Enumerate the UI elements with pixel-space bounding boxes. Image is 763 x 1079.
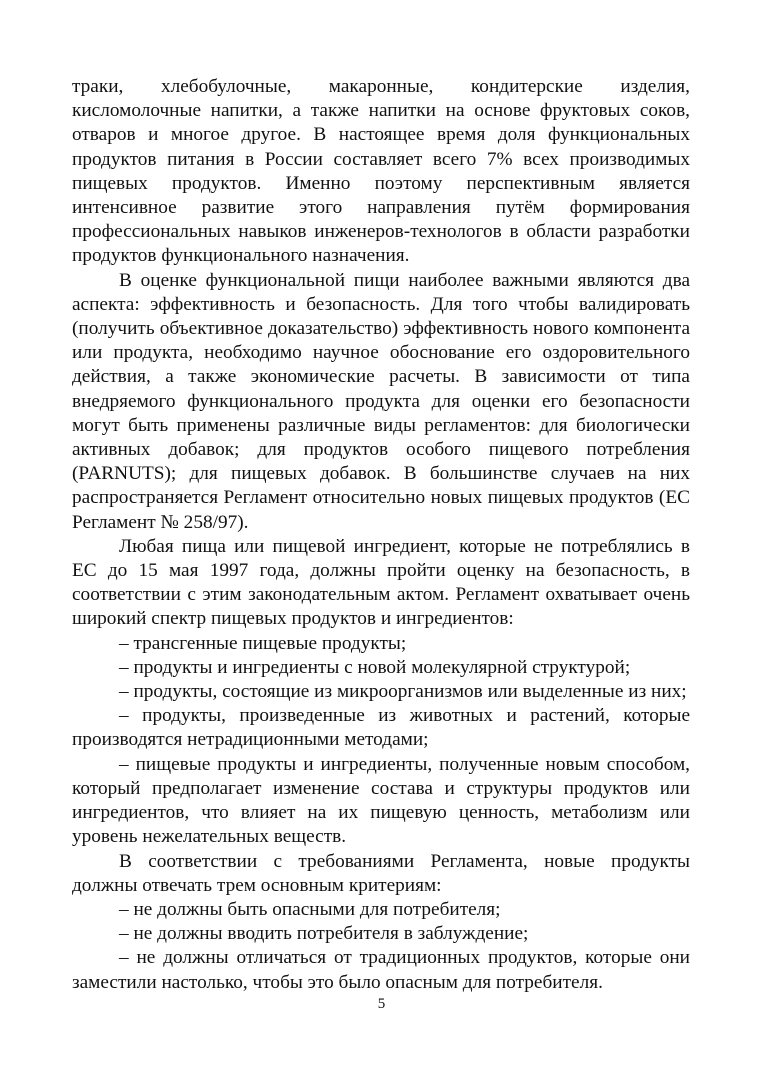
paragraph-regulation-scope: Любая пища или пищевой ингредиент, которые не потреблялись в ЕС до 15 мая 1997 года, должны пройти оценку на безопасность, в соответствии с этим законодательным актом. Регламент охватывает очень широкий спектр пищевых продуктов и ингредиентов: bbox=[72, 535, 690, 630]
list-item-microorganisms: – продукты, состоящие из микроорганизмов или выделенные из них; bbox=[119, 681, 687, 703]
list-item-criterion-not-misleading: – не должны вводить потребителя в заблуждение; bbox=[119, 923, 529, 945]
document-body bbox=[72, 75, 690, 995]
page-number: 5 bbox=[377, 996, 386, 1012]
list-item-new-method-products: – пищевые продукты и ингредиенты, полученные новым способом, который предполагает изменение состава и структуры продуктов или ингредиентов, что влияет на их пищевую ценность, метаболизм или уровень нежелательных веществ. bbox=[72, 753, 690, 848]
paragraph-evaluation-aspects: В оценке функциональной пищи наиболее важными являются два аспекта: эффективность и безопасность. Для того чтобы валидировать (получить объективное доказательство) эффективность нового компонента или продукта, необходимо научное обоснование его оздоровительного действия, а также экономические расчеты. В зависимости от типа внедряемого функционального продукта для оценки его безопасности могут быть применены различные виды регламентов: для биологически активных добавок; для продуктов особого пищевого потребления (PARNUTS); для пищевых добавок. В большинстве случаев на них распространяется Регламент относительно новых пищевых продуктов (ЕС Регламент № 258/97). bbox=[72, 269, 690, 533]
paragraph-criteria-intro: В соответствии с требованиями Регламента, новые продукты должны отвечать трем основным критериям: bbox=[72, 850, 690, 896]
list-item-criterion-safety: – не должны быть опасными для потребителя; bbox=[119, 898, 501, 920]
list-item-non-traditional-methods: – продукты, произведенные из животных и растений, которые производятся нетрадиционными методами; bbox=[72, 705, 690, 751]
list-item-transgenic: – трансгенные пищевые продукты; bbox=[119, 632, 407, 654]
list-item-molecular-structure: – продукты и ингредиенты с новой молекулярной структурой; bbox=[119, 656, 631, 678]
list-item-criterion-equivalence: – не должны отличаться от традиционных продуктов, которые они заместили настолько, чтобы это было опасным для потребителя. bbox=[72, 947, 690, 993]
paragraph-continuation: траки, хлебобулочные, макаронные, кондитерские изделия, кисломолочные напитки, а также напитки на основе фруктовых соков, отваров и многое другое. В настоящее время доля функциональных продуктов питания в России составляет всего 7% всех производимых пищевых продуктов. Именно поэтому перспективным является интенсивное развитие этого направления путём формирования профессиональных навыков инженеров-технологов в области разработки продуктов функционального назначения. bbox=[72, 76, 690, 267]
